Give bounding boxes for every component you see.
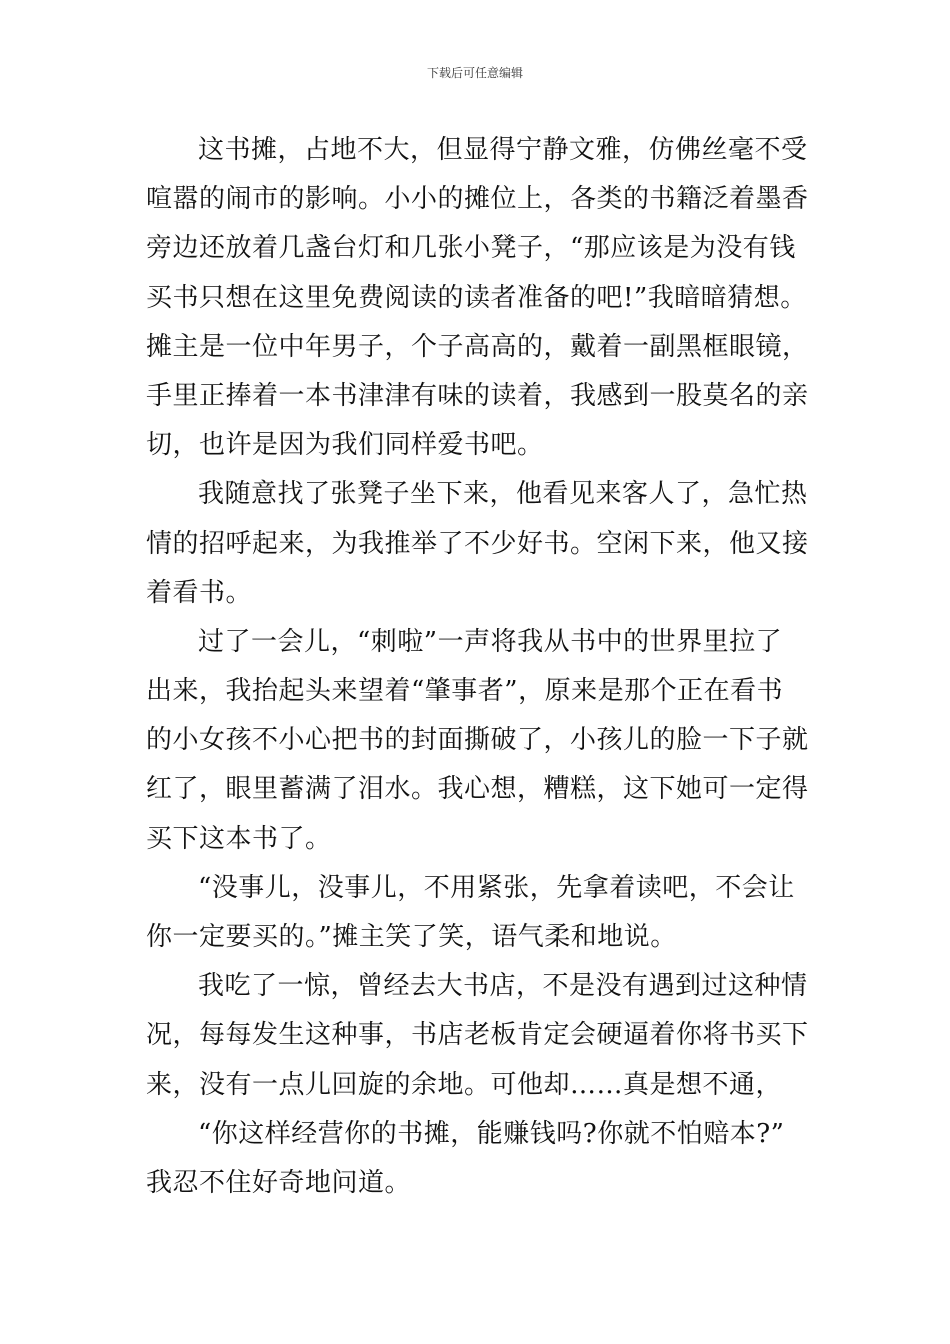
paragraph-first-line: “没事儿，没事儿，不用紧张，先拿着读吧，不会让: [198, 872, 795, 903]
paragraph-line: 的小女孩不小心把书的封面撕破了，小孩儿的脸一下子就: [146, 725, 809, 756]
paragraph-line: 情的招呼起来，为我推举了不少好书。空闲下来，他又接: [146, 528, 809, 559]
paragraph-first-line: “你这样经营你的书摊，能赚钱吗?你就不怕赔本?”: [198, 1118, 785, 1149]
document-body: [146, 126, 810, 1208]
paragraph-line: 切，也许是因为我们同样爱书吧。: [146, 430, 544, 461]
page-header: 下载后可任意编辑: [426, 66, 523, 80]
paragraph-line: 况，每每发生这种事，书店老板肯定会硬逼着你将书买下: [146, 1020, 809, 1051]
paragraph-line: 我忍不住好奇地问道。: [146, 1167, 412, 1198]
paragraph-line: 买书只想在这里免费阅读的读者准备的吧!”我暗暗猜想。: [146, 282, 807, 313]
paragraph-first-line: 过了一会儿，“刺啦”一声将我从书中的世界里拉了: [198, 626, 783, 657]
paragraph-line: 你一定要买的。”摊主笑了笑，语气柔和地说。: [146, 922, 677, 952]
paragraph-line: 出来，我抬起头来望着“肇事者”，原来是那个正在看书: [146, 676, 784, 707]
paragraph-first-line: 这书摊，占地不大，但显得宁静文雅，仿佛丝毫不受: [198, 135, 808, 165]
paragraph-line: 买下这本书了。: [146, 823, 332, 854]
paragraph-line: 手里正捧着一本书津津有味的读着，我感到一股莫名的亲: [146, 380, 809, 411]
paragraph-line: 红了，眼里蓄满了泪水。我心想，糟糕，这下她可一定得: [146, 774, 809, 805]
paragraph-first-line: 我随意找了张凳子坐下来，他看见来客人了，急忙热: [198, 479, 808, 510]
paragraph-line: 摊主是一位中年男子，个子高高的，戴着一副黑框眼镜，: [146, 331, 809, 362]
paragraph-line: 旁边还放着几盏台灯和几张小凳子，“那应该是为没有钱: [146, 233, 796, 264]
paragraph-line: 着看书。: [146, 577, 253, 608]
paragraph-line: 喧嚣的闹市的影响。小小的摊位上，各类的书籍泛着墨香: [146, 184, 809, 215]
paragraph-first-line: 我吃了一惊，曾经去大书店，不是没有遇到过这种情: [198, 971, 808, 1002]
paragraph-line: 来，没有一点儿回旋的余地。可他却……真是想不通，: [146, 1069, 783, 1100]
